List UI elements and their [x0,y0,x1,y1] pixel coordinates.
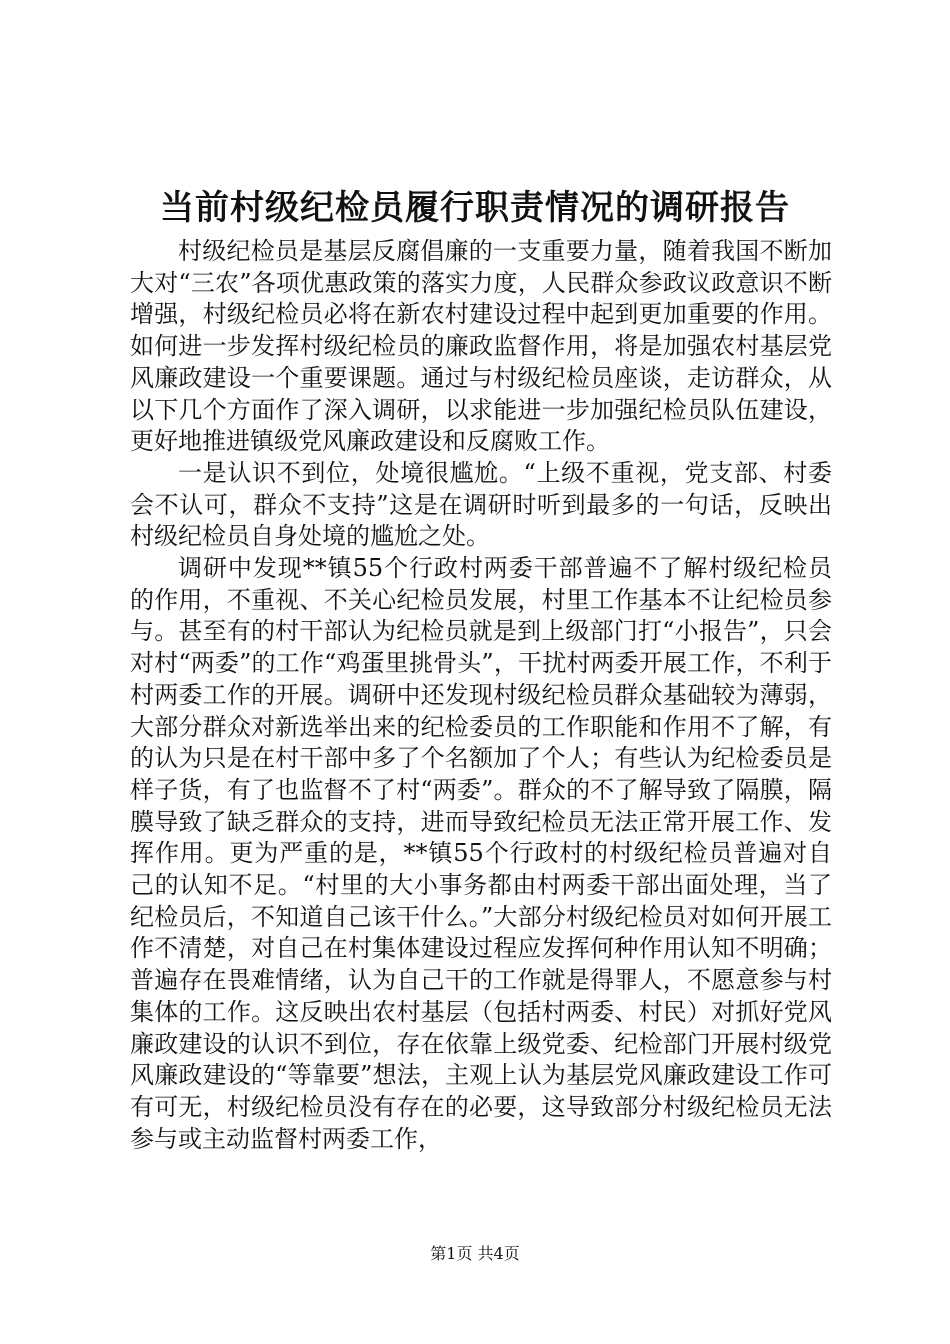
document-body [130,236,832,1155]
page-footer: 第1页 共4页 [430,1244,520,1263]
paragraph: 一是认识不到位，处境很尴尬。“上级不重视，党支部、村委会不认可，群众不支持”这是在调研时听到最多的一句话，反映出村级纪检员自身处境的尴尬之处。 [130,458,832,551]
paragraph: 村级纪检员是基层反腐倡廉的一支重要力量，随着我国不断加大对“三农”各项优惠政策的落实力度，人民群众参政议政意识不断增强，村级纪检员必将在新农村建设过程中起到更加重要的作用。如何进一步发挥村级纪检员的廉政监督作用，将是加强农村基层党风廉政建设一个重要课题。通过与村级纪检员座谈，走访群众，从以下几个方面作了深入调研，以求能进一步加强纪检员队伍建设，更好地推进镇级党风廉政建设和反腐败工作。 [130,237,832,456]
document-title: 当前村级纪检员履行职责情况的调研报告 [160,188,790,228]
paragraph: 调研中发现**镇55个行政村两委干部普遍不了解村级纪检员的作用，不重视、不关心纪检员发展，村里工作基本不让纪检员参与。甚至有的村干部认为纪检员就是到上级部门打“小报告”，只会对村“两委”的工作“鸡蛋里挑骨头”，干扰村两委开展工作，不利于村两委工作的开展。调研中还发现村级纪检员群众基础较为薄弱，大部分群众对新选举出来的纪检委员的工作职能和作用不了解，有的认为只是在村干部中多了个名额加了个人；有些认为纪检委员是样子货，有了也监督不了村“两委”。群众的不了解导致了隔膜，隔膜导致了缺乏群众的支持，进而导致纪检员无法正常开展工作、发挥作用。更为严重的是，**镇55个行政村的村级纪检员普遍对自己的认知不足。“村里的大小事务都由村两委干部出面处理，当了纪检员后，不知道自己该干什么。”大部分村级纪检员对如何开展工作不清楚，对自己在村集体建设过程应发挥何种作用认知不明确；普遍存在畏难情绪，认为自己干的工作就是得罪人，不愿意参与村集体的工作。这反映出农村基层（包括村两委、村民）对抓好党风廉政建设的认识不到位，存在依靠上级党委、纪检部门开展村级党风廉政建设的“等靠要”想法，主观上认为基层党风廉政建设工作可有可无，村级纪检员没有存在的必要，这导致部分村级纪检员无法参与或主动监督村两委工作， [130,554,832,1153]
